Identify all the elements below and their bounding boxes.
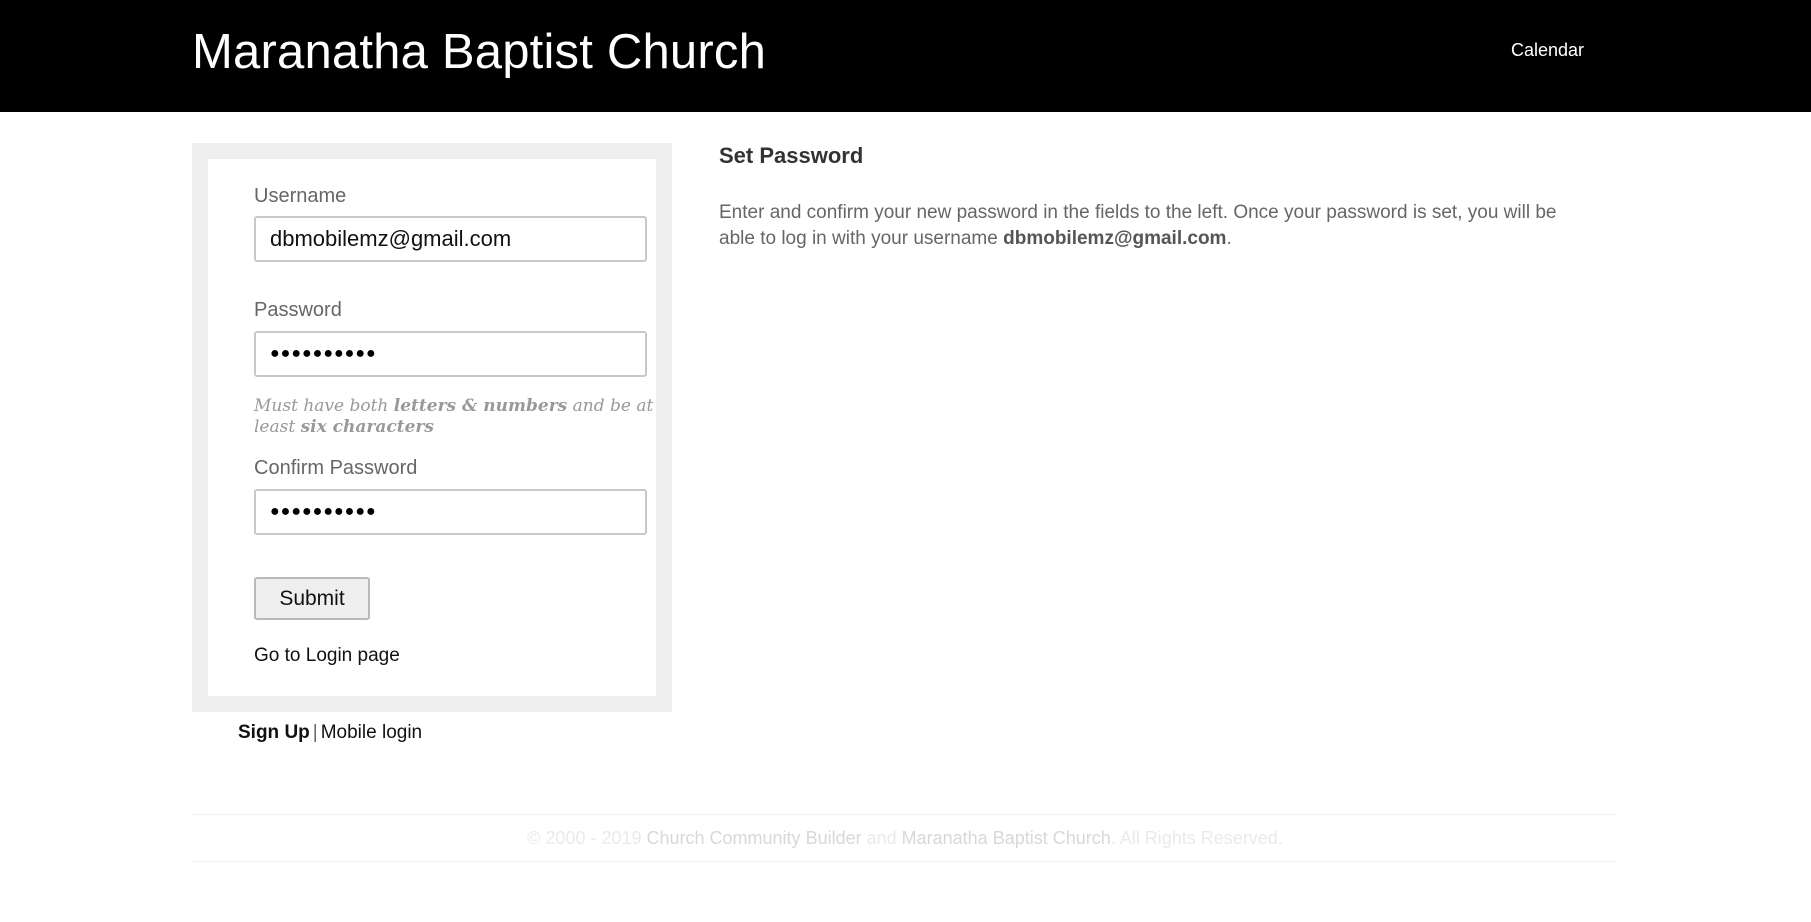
footer-and: and <box>861 828 902 848</box>
go-to-login-link[interactable]: Go to Login page <box>254 645 400 666</box>
password-field[interactable]: ●●●●●●●●●● <box>254 331 647 377</box>
set-password-form <box>208 159 656 696</box>
mobile-login-link[interactable]: Mobile login <box>320 722 423 743</box>
footer <box>192 828 1618 849</box>
footer-divider-bottom <box>192 861 1618 862</box>
hint-bold-1: letters & numbers <box>393 396 568 416</box>
confirm-password-field[interactable]: ●●●●●●●●●● <box>254 489 647 535</box>
set-password-panel <box>192 143 672 712</box>
username-field[interactable]: dbmobilemz@gmail.com <box>254 216 647 262</box>
hint-bold-2: six characters <box>300 417 434 437</box>
footer-ccb-link[interactable]: Church Community Builder <box>646 828 862 848</box>
instructions-text <box>719 200 1589 252</box>
sign-up-link[interactable]: Sign Up <box>238 722 310 743</box>
confirm-password-label: Confirm Password <box>254 457 418 479</box>
password-requirements-hint <box>254 396 654 438</box>
instructions-username: dbmobilemz@gmail.com <box>1003 228 1227 249</box>
nav-link-calendar[interactable]: Calendar <box>1511 40 1585 60</box>
instructions-part-2: . <box>1226 228 1232 249</box>
hint-text-1: Must have both <box>254 396 394 416</box>
username-label: Username <box>254 185 347 207</box>
submit-button[interactable]: Submit <box>254 577 370 620</box>
top-header-bar <box>0 0 1811 112</box>
site-title[interactable]: Maranatha Baptist Church <box>192 25 767 79</box>
account-links <box>238 722 422 744</box>
instructions-part-1: Enter and confirm your new password in the fields to the left. Once your password is set, you will be able to log in with your username <box>719 202 1557 249</box>
footer-rights: . All Rights Reserved. <box>1110 828 1283 848</box>
page-title: Set Password <box>719 143 864 168</box>
link-separator: | <box>312 722 318 743</box>
footer-copyright: © 2000 - 2019 <box>527 828 647 848</box>
footer-church-link[interactable]: Maranatha Baptist Church <box>901 828 1111 848</box>
password-label: Password <box>254 299 342 321</box>
footer-divider-top <box>192 814 1618 815</box>
hint-text-2: and be at least <box>254 396 654 437</box>
